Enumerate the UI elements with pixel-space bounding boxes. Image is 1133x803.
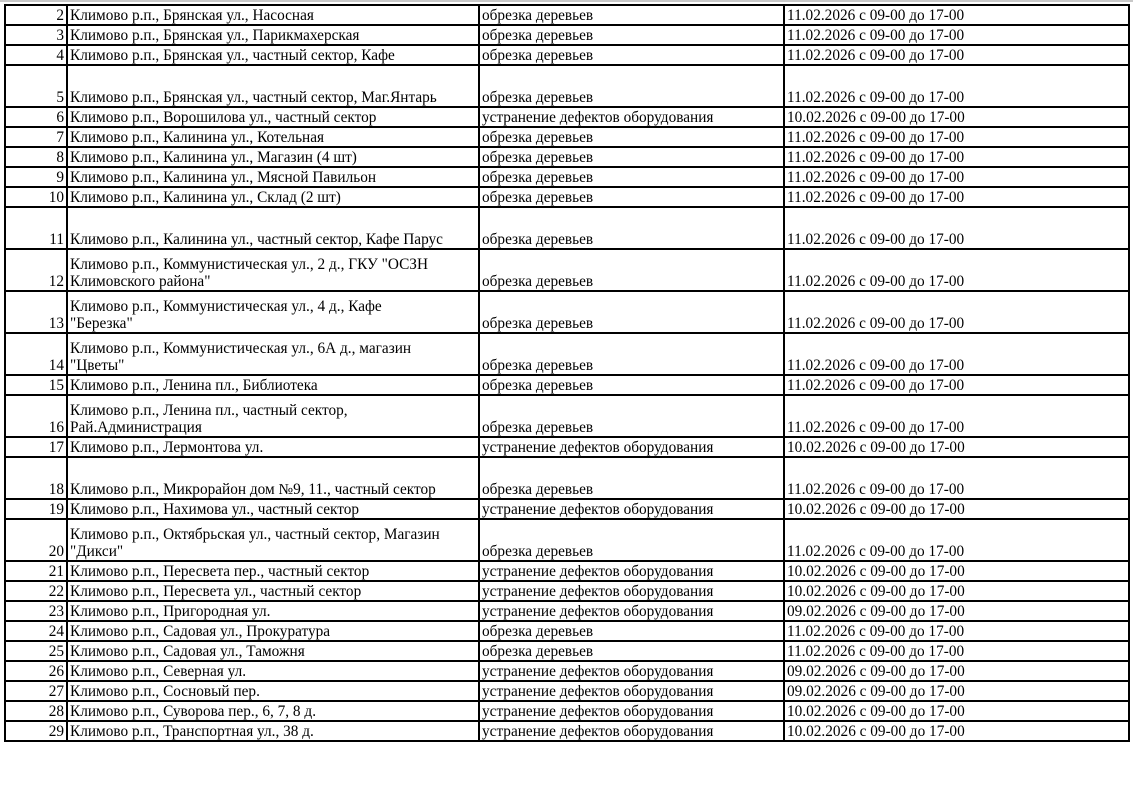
address-line: Климово р.п., Пригородная ул. [70, 603, 271, 620]
row-number-cell: 13 [5, 291, 67, 333]
row-number-cell: 21 [5, 561, 67, 581]
outage-date-cell: 09.02.2026 с 09-00 до 17-00 [784, 681, 1129, 701]
work-type-cell: устранение дефектов оборудования [479, 601, 784, 621]
outage-date-cell: 11.02.2026 с 09-00 до 17-00 [784, 5, 1129, 25]
table-row [5, 519, 1129, 561]
outage-date-cell: 09.02.2026 с 09-00 до 17-00 [784, 661, 1129, 681]
row-number-cell: 16 [5, 395, 67, 437]
table-row [5, 681, 1129, 701]
address-line: Климово р.п., Брянская ул., частный сектор, Кафе [70, 47, 395, 64]
outage-date-cell: 11.02.2026 с 09-00 до 17-00 [784, 375, 1129, 395]
work-type-cell: обрезка деревьев [479, 333, 784, 375]
table-row [5, 5, 1129, 25]
address-cell [67, 127, 479, 147]
row-number-cell: 22 [5, 581, 67, 601]
row-number-cell: 6 [5, 107, 67, 127]
work-type-cell: обрезка деревьев [479, 457, 784, 499]
row-number-cell: 19 [5, 499, 67, 519]
address-line: "Дикси" [70, 543, 124, 560]
outage-date-cell: 10.02.2026 с 09-00 до 17-00 [784, 561, 1129, 581]
address-cell [67, 65, 479, 107]
outage-schedule-table [4, 4, 1130, 742]
address-cell [67, 519, 479, 561]
row-number-cell: 2 [5, 5, 67, 25]
table-row [5, 457, 1129, 499]
table-row [5, 395, 1129, 437]
work-type-cell: устранение дефектов оборудования [479, 107, 784, 127]
address-line: Климово р.п., Нахимова ул., частный сектор [70, 501, 359, 518]
work-type-cell: обрезка деревьев [479, 65, 784, 107]
work-type-cell: обрезка деревьев [479, 5, 784, 25]
row-number-cell: 10 [5, 187, 67, 207]
address-line: "Цветы" [70, 357, 125, 374]
address-cell [67, 721, 479, 741]
outage-date-cell: 10.02.2026 с 09-00 до 17-00 [784, 581, 1129, 601]
outage-date-cell: 11.02.2026 с 09-00 до 17-00 [784, 249, 1129, 291]
outage-date-cell: 10.02.2026 с 09-00 до 17-00 [784, 701, 1129, 721]
work-type-cell: обрезка деревьев [479, 147, 784, 167]
outage-date-cell: 11.02.2026 с 09-00 до 17-00 [784, 25, 1129, 45]
address-cell [67, 457, 479, 499]
address-line: Рай.Администрация [70, 419, 202, 436]
row-number-cell: 26 [5, 661, 67, 681]
address-line: Климово р.п., Коммунистическая ул., 2 д., ГКУ "ОСЗН [70, 256, 429, 273]
outage-date-cell: 11.02.2026 с 09-00 до 17-00 [784, 207, 1129, 249]
table-row [5, 291, 1129, 333]
address-line: Климово р.п., Ленина пл., Библиотека [70, 377, 318, 394]
table-row [5, 127, 1129, 147]
address-line: Климово р.п., Брянская ул., Насосная [70, 7, 314, 24]
work-type-cell: обрезка деревьев [479, 395, 784, 437]
address-line: Климово р.п., Калинина ул., Склад (2 шт) [70, 189, 341, 206]
address-line: Климово р.п., Коммунистическая ул., 6А д., магазин [70, 340, 412, 357]
outage-date-cell: 10.02.2026 с 09-00 до 17-00 [784, 437, 1129, 457]
address-cell [67, 437, 479, 457]
address-cell [67, 621, 479, 641]
address-cell [67, 333, 479, 375]
table-row [5, 45, 1129, 65]
address-line: Климово р.п., Калинина ул., Мясной Павильон [70, 169, 377, 186]
address-line: Климово р.п., Пересвета пер., частный сектор [70, 563, 370, 580]
work-type-cell: устранение дефектов оборудования [479, 661, 784, 681]
address-cell [67, 581, 479, 601]
table-row [5, 621, 1129, 641]
work-type-cell: обрезка деревьев [479, 249, 784, 291]
page-top-edge [0, 0, 1133, 2]
work-type-cell: устранение дефектов оборудования [479, 721, 784, 741]
address-line: Климово р.п., Суворова пер., 6, 7, 8 д. [70, 703, 317, 720]
outage-date-cell: 11.02.2026 с 09-00 до 17-00 [784, 519, 1129, 561]
table-row [5, 249, 1129, 291]
work-type-cell: устранение дефектов оборудования [479, 681, 784, 701]
address-line: Климово р.п., Сосновый пер. [70, 683, 260, 700]
address-cell [67, 107, 479, 127]
row-number-cell: 18 [5, 457, 67, 499]
address-line: Климовского района" [70, 273, 211, 290]
address-cell [67, 207, 479, 249]
work-type-cell: обрезка деревьев [479, 127, 784, 147]
row-number-cell: 5 [5, 65, 67, 107]
table-row [5, 661, 1129, 681]
outage-date-cell: 11.02.2026 с 09-00 до 17-00 [784, 621, 1129, 641]
address-line: Климово р.п., Садовая ул., Прокуратура [70, 623, 331, 640]
outage-date-cell: 11.02.2026 с 09-00 до 17-00 [784, 127, 1129, 147]
table-row [5, 375, 1129, 395]
address-line: Климово р.п., Пересвета ул., частный сектор [70, 583, 362, 600]
work-type-cell: обрезка деревьев [479, 187, 784, 207]
table-row [5, 721, 1129, 741]
address-cell [67, 249, 479, 291]
address-cell [67, 375, 479, 395]
work-type-cell: обрезка деревьев [479, 519, 784, 561]
address-line: Климово р.п., Северная ул. [70, 663, 247, 680]
address-line: Климово р.п., Брянская ул., Парикмахерская [70, 27, 360, 44]
table-row [5, 641, 1129, 661]
outage-date-cell: 11.02.2026 с 09-00 до 17-00 [784, 187, 1129, 207]
address-cell [67, 291, 479, 333]
work-type-cell: обрезка деревьев [479, 207, 784, 249]
outage-date-cell: 10.02.2026 с 09-00 до 17-00 [784, 107, 1129, 127]
address-line: Климово р.п., Микрорайон дом №9, 11., частный сектор [70, 481, 436, 498]
row-number-cell: 17 [5, 437, 67, 457]
address-cell [67, 701, 479, 721]
address-line: Климово р.п., Садовая ул., Таможня [70, 643, 305, 660]
table-row [5, 25, 1129, 45]
work-type-cell: обрезка деревьев [479, 621, 784, 641]
table-row [5, 107, 1129, 127]
address-cell [67, 167, 479, 187]
address-cell [67, 147, 479, 167]
row-number-cell: 3 [5, 25, 67, 45]
outage-date-cell: 11.02.2026 с 09-00 до 17-00 [784, 291, 1129, 333]
work-type-cell: устранение дефектов оборудования [479, 701, 784, 721]
outage-date-cell: 11.02.2026 с 09-00 до 17-00 [784, 45, 1129, 65]
address-line: Климово р.п., Брянская ул., частный сектор, Маг.Янтарь [70, 89, 437, 106]
address-cell [67, 45, 479, 65]
work-type-cell: обрезка деревьев [479, 25, 784, 45]
row-number-cell: 24 [5, 621, 67, 641]
outage-date-cell: 11.02.2026 с 09-00 до 17-00 [784, 641, 1129, 661]
row-number-cell: 7 [5, 127, 67, 147]
work-type-cell: обрезка деревьев [479, 167, 784, 187]
table-row [5, 581, 1129, 601]
address-cell [67, 187, 479, 207]
outage-date-cell: 11.02.2026 с 09-00 до 17-00 [784, 167, 1129, 187]
row-number-cell: 8 [5, 147, 67, 167]
address-cell [67, 5, 479, 25]
row-number-cell: 4 [5, 45, 67, 65]
address-cell [67, 395, 479, 437]
outage-date-cell: 10.02.2026 с 09-00 до 17-00 [784, 721, 1129, 741]
row-number-cell: 12 [5, 249, 67, 291]
work-type-cell: обрезка деревьев [479, 291, 784, 333]
table-row [5, 701, 1129, 721]
table-row [5, 167, 1129, 187]
address-line: Климово р.п., Коммунистическая ул., 4 д., Кафе [70, 298, 382, 315]
table-row [5, 437, 1129, 457]
address-line: Климово р.п., Транспортная ул., 38 д. [70, 723, 314, 740]
table-row [5, 207, 1129, 249]
address-line: "Березка" [70, 315, 133, 332]
address-line: Климово р.п., Калинина ул., частный сектор, Кафе Парус [70, 231, 443, 248]
address-line: Климово р.п., Ленина пл., частный сектор, [70, 402, 348, 419]
table-row [5, 147, 1129, 167]
table-row [5, 601, 1129, 621]
table-row [5, 561, 1129, 581]
work-type-cell: устранение дефектов оборудования [479, 581, 784, 601]
row-number-cell: 20 [5, 519, 67, 561]
outage-date-cell: 09.02.2026 с 09-00 до 17-00 [784, 601, 1129, 621]
work-type-cell: обрезка деревьев [479, 45, 784, 65]
address-cell [67, 561, 479, 581]
row-number-cell: 15 [5, 375, 67, 395]
row-number-cell: 14 [5, 333, 67, 375]
outage-date-cell: 11.02.2026 с 09-00 до 17-00 [784, 65, 1129, 107]
work-type-cell: обрезка деревьев [479, 375, 784, 395]
address-cell [67, 25, 479, 45]
outage-date-cell: 11.02.2026 с 09-00 до 17-00 [784, 147, 1129, 167]
address-cell [67, 601, 479, 621]
address-cell [67, 499, 479, 519]
table-row [5, 65, 1129, 107]
row-number-cell: 11 [5, 207, 67, 249]
table-row [5, 499, 1129, 519]
work-type-cell: устранение дефектов оборудования [479, 499, 784, 519]
address-cell [67, 661, 479, 681]
row-number-cell: 9 [5, 167, 67, 187]
row-number-cell: 27 [5, 681, 67, 701]
table-row [5, 187, 1129, 207]
address-cell [67, 681, 479, 701]
address-line: Климово р.п., Лермонтова ул. [70, 439, 264, 456]
row-number-cell: 29 [5, 721, 67, 741]
outage-date-cell: 11.02.2026 с 09-00 до 17-00 [784, 457, 1129, 499]
work-type-cell: обрезка деревьев [479, 641, 784, 661]
address-line: Климово р.п., Ворошилова ул., частный сектор [70, 109, 377, 126]
work-type-cell: устранение дефектов оборудования [479, 437, 784, 457]
address-line: Климово р.п., Октябрьская ул., частный сектор, Магазин [70, 526, 440, 543]
row-number-cell: 28 [5, 701, 67, 721]
row-number-cell: 25 [5, 641, 67, 661]
table-body [5, 5, 1129, 741]
outage-date-cell: 10.02.2026 с 09-00 до 17-00 [784, 499, 1129, 519]
address-cell [67, 641, 479, 661]
row-number-cell: 23 [5, 601, 67, 621]
table-row [5, 333, 1129, 375]
address-line: Климово р.п., Калинина ул., Магазин (4 шт) [70, 149, 357, 166]
outage-date-cell: 11.02.2026 с 09-00 до 17-00 [784, 333, 1129, 375]
outage-date-cell: 11.02.2026 с 09-00 до 17-00 [784, 395, 1129, 437]
work-type-cell: устранение дефектов оборудования [479, 561, 784, 581]
address-line: Климово р.п., Калинина ул., Котельная [70, 129, 325, 146]
